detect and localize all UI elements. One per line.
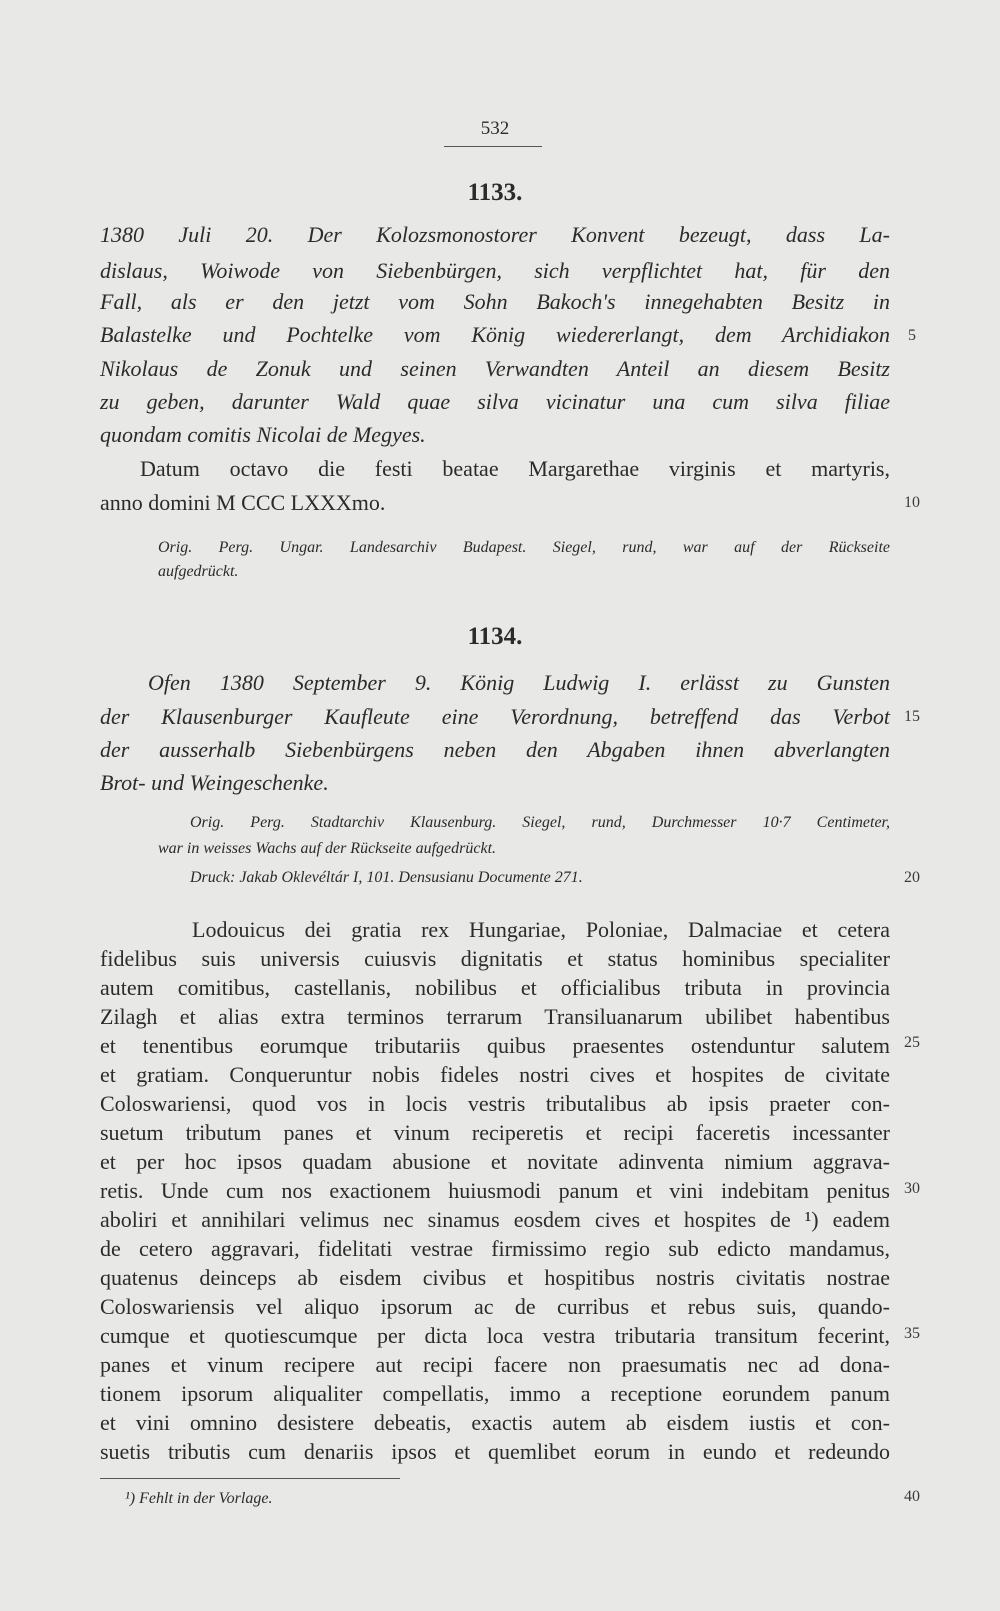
text-line: Coloswariensi, quod vos in locis vestris tributalibus ab ipsis praeter con- <box>100 1091 890 1116</box>
text-line: et gratiam. Conqueruntur nobis fideles nostri cives et hospites de civitate <box>100 1062 890 1087</box>
text-line: et per hoc ipsos quadam abusione et novitate adinventa nimium aggrava- <box>100 1149 890 1174</box>
regest-line: quondam comitis Nicolai de Megyes. <box>100 422 426 447</box>
line-number: 5 <box>908 327 916 344</box>
regest-line: der Klausenburger Kaufleute eine Verordnung, betreffend das Verbot <box>100 704 890 729</box>
text-line: quatenus deinceps ab eisdem civibus et hospitibus nostris civitatis nostrae <box>100 1265 890 1290</box>
line-number: 25 <box>904 1034 920 1051</box>
text-line: et vini omnino desistere debeatis, exactis autem ab eisdem iustis et con- <box>100 1410 890 1435</box>
text-line: aboliri et annihilari velimus nec sinamus eosdem cives et hospites de ¹) eadem <box>100 1207 890 1232</box>
line-number: 10 <box>904 494 920 511</box>
document-number-1134: 1134. <box>467 623 523 650</box>
text-line: cumque et quotiescumque per dicta loca vestra tributaria transitum fecerint, <box>100 1323 890 1348</box>
source-note: Orig. Perg. Stadtarchiv Klausenburg. Siegel, rund, Durchmesser 10·7 Centimeter, <box>190 814 890 831</box>
text-line: retis. Unde cum nos exactionem huiusmodi panum et vini indebitam penitus <box>100 1178 890 1203</box>
document-number-1133: 1133. <box>467 179 523 206</box>
source-note: Orig. Perg. Ungar. Landesarchiv Budapest. Siegel, rund, war auf der Rückseite <box>158 539 890 556</box>
text-line: suetum tributum panes et vinum reciperetis et recipi faceretis incessanter <box>100 1120 890 1145</box>
text-line: Zilagh et alias extra terminos terrarum Transiluanarum ubilibet habentibus <box>100 1004 890 1029</box>
regest-line: Nikolaus de Zonuk und seinen Verwandten Anteil an diesem Besitz <box>100 356 890 381</box>
page-number: 532 <box>480 118 510 139</box>
line-number: 35 <box>904 1325 920 1342</box>
regest-line: der ausserhalb Siebenbürgens neben den Abgaben ihnen abverlangten <box>100 737 890 762</box>
text-line: panes et vinum recipere aut recipi facere non praesumatis nec ad dona- <box>100 1352 890 1377</box>
line-number: 30 <box>904 1180 920 1197</box>
footnote-rule <box>100 1478 400 1479</box>
text-line: tionem ipsorum aliqualiter compellatis, immo a receptione eorundem panum <box>100 1381 890 1406</box>
footnote: ¹) Fehlt in der Vorlage. <box>125 1490 273 1507</box>
text-line: et tenentibus eorumque tributariis quibus praesentes ostenduntur salutem <box>100 1033 890 1058</box>
datum-line: Datum octavo die festi beatae Margarethae virginis et martyris, <box>140 456 890 481</box>
text-line: Lodouicus dei gratia rex Hungariae, Poloniae, Dalmaciae et cetera <box>192 917 890 942</box>
regest-line: Balastelke und Pochtelke vom König wiedererlangt, dem Archidiakon <box>100 322 890 347</box>
text-line: de cetero aggravari, fidelitati vestrae firmissimo regio sub edicto mandamus, <box>100 1236 890 1261</box>
datum-line: anno domini M CCC LXXXmo. <box>100 490 386 515</box>
print-note: Druck: Jakab Oklevéltár I, 101. Densusianu Documente 271. <box>190 869 583 886</box>
line-number: 20 <box>904 869 920 886</box>
regest-line: zu geben, darunter Wald quae silva vicinatur una cum silva filiae <box>100 389 890 414</box>
text-line: autem comitibus, castellanis, nobilibus et officialibus tributa in provincia <box>100 975 890 1000</box>
text-line: suetis tributis cum denariis ipsos et quemlibet eorum in eundo et redeundo <box>100 1439 890 1464</box>
regest-line: Ofen 1380 September 9. König Ludwig I. erlässt zu Gunsten <box>148 670 890 695</box>
line-number: 15 <box>904 708 920 725</box>
page-number-rule <box>444 146 542 147</box>
source-note: war in weisses Wachs auf der Rückseite aufgedrückt. <box>158 840 497 857</box>
regest-line: Brot- und Weingeschenke. <box>100 770 329 795</box>
regest-line: Fall, als er den jetzt vom Sohn Bakoch's innegehabten Besitz in <box>100 289 890 314</box>
line-number: 40 <box>904 1488 920 1505</box>
regest-line: dislaus, Woiwode von Siebenbürgen, sich verpflichtet hat, für den <box>100 258 890 283</box>
source-note: aufgedrückt. <box>158 563 239 580</box>
text-line: Coloswariensis vel aliquo ipsorum ac de curribus et rebus suis, quando- <box>100 1294 890 1319</box>
text-line: fidelibus suis universis cuiusvis dignitatis et status hominibus specialiter <box>100 946 890 971</box>
regest-line: 1380 Juli 20. Der Kolozsmonostorer Konvent bezeugt, dass La- <box>100 222 890 247</box>
